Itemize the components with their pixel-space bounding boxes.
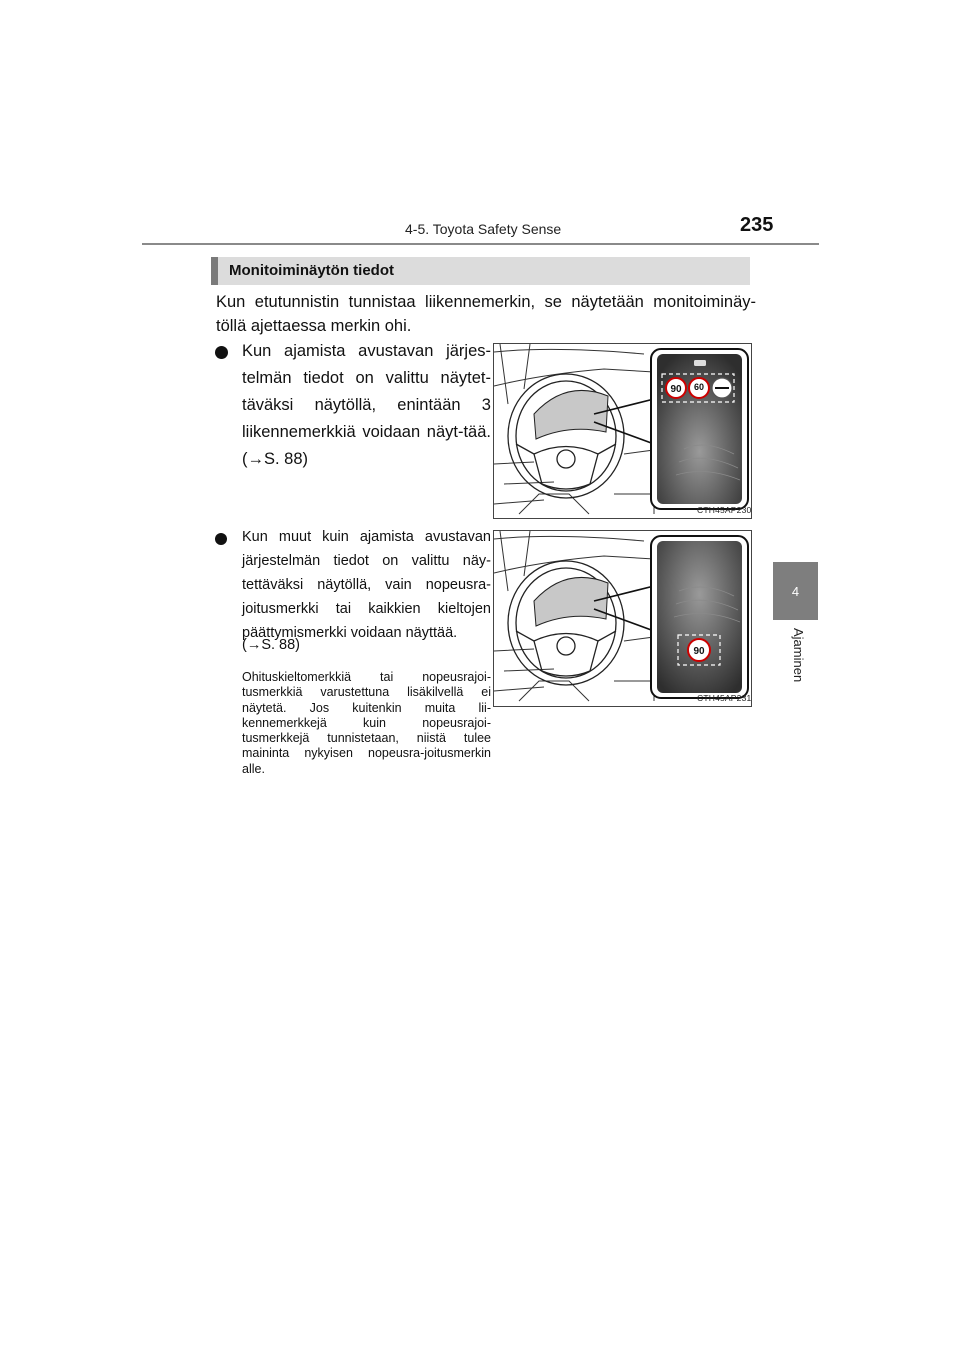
chapter-tab xyxy=(773,562,818,620)
section-heading-text: Monitoiminäytön tiedot xyxy=(229,262,394,279)
sign-value: 90 xyxy=(670,384,682,395)
header-rule xyxy=(142,243,819,245)
dashboard-illustration xyxy=(494,344,751,518)
dashboard-illustration xyxy=(494,531,751,706)
page-number: 235 xyxy=(740,214,774,236)
figure-code: CTH45AP231 xyxy=(697,693,752,703)
bullet-text: Kun muut kuin ajamista avustavan järjestelmän tiedot on valittu näy-tettäväksi näytöllä, vain nopeusra-joitusmerkki tai kaikkien kieltojen päättymismerkki voidaan näyttää. xyxy=(242,529,491,641)
bullet-text: Kun ajamista avustavan järjes-telmän tiedot on valittu näytet-täväksi näytöllä, enintään 3 liikennemerkkiä voidaan näyt-tää. (→S. 88) xyxy=(242,342,491,468)
bullet-marker xyxy=(215,346,228,359)
section-heading xyxy=(211,257,750,285)
chapter-label: Ajaminen xyxy=(791,628,806,683)
sign-value: 90 xyxy=(693,646,705,657)
intro-paragraph: Kun etutunnistin tunnistaa liikennemerkin, se näytetään monitoiminäy-töllä ajettaessa merkin ohi. xyxy=(216,293,756,335)
page-reference: (→S. 88) xyxy=(242,637,301,653)
figure-dashboard-three-signs xyxy=(493,343,752,519)
chapter-label-container xyxy=(786,628,806,688)
chapter-number: 4 xyxy=(791,583,800,599)
sign-value: 60 xyxy=(693,382,705,392)
figure-dashboard-one-sign xyxy=(493,530,752,707)
bullet-note: Ohituskieltomerkkiä tai nopeusrajoi-tusmerkkiä varustettuna lisäkilvellä ei näytetä. Jos kuitenkin muita lii-kennemerkkejä kuin nopeusrajoi-tusmerkkejä tunnistetaan, niistä tulee maininta nykyisen nopeusra-joitusmerkin alle. xyxy=(242,670,491,776)
figure-code: CTH45AP230 xyxy=(697,505,752,515)
running-header-section: 4-5. Toyota Safety Sense xyxy=(405,221,562,237)
bullet-marker xyxy=(215,533,227,545)
